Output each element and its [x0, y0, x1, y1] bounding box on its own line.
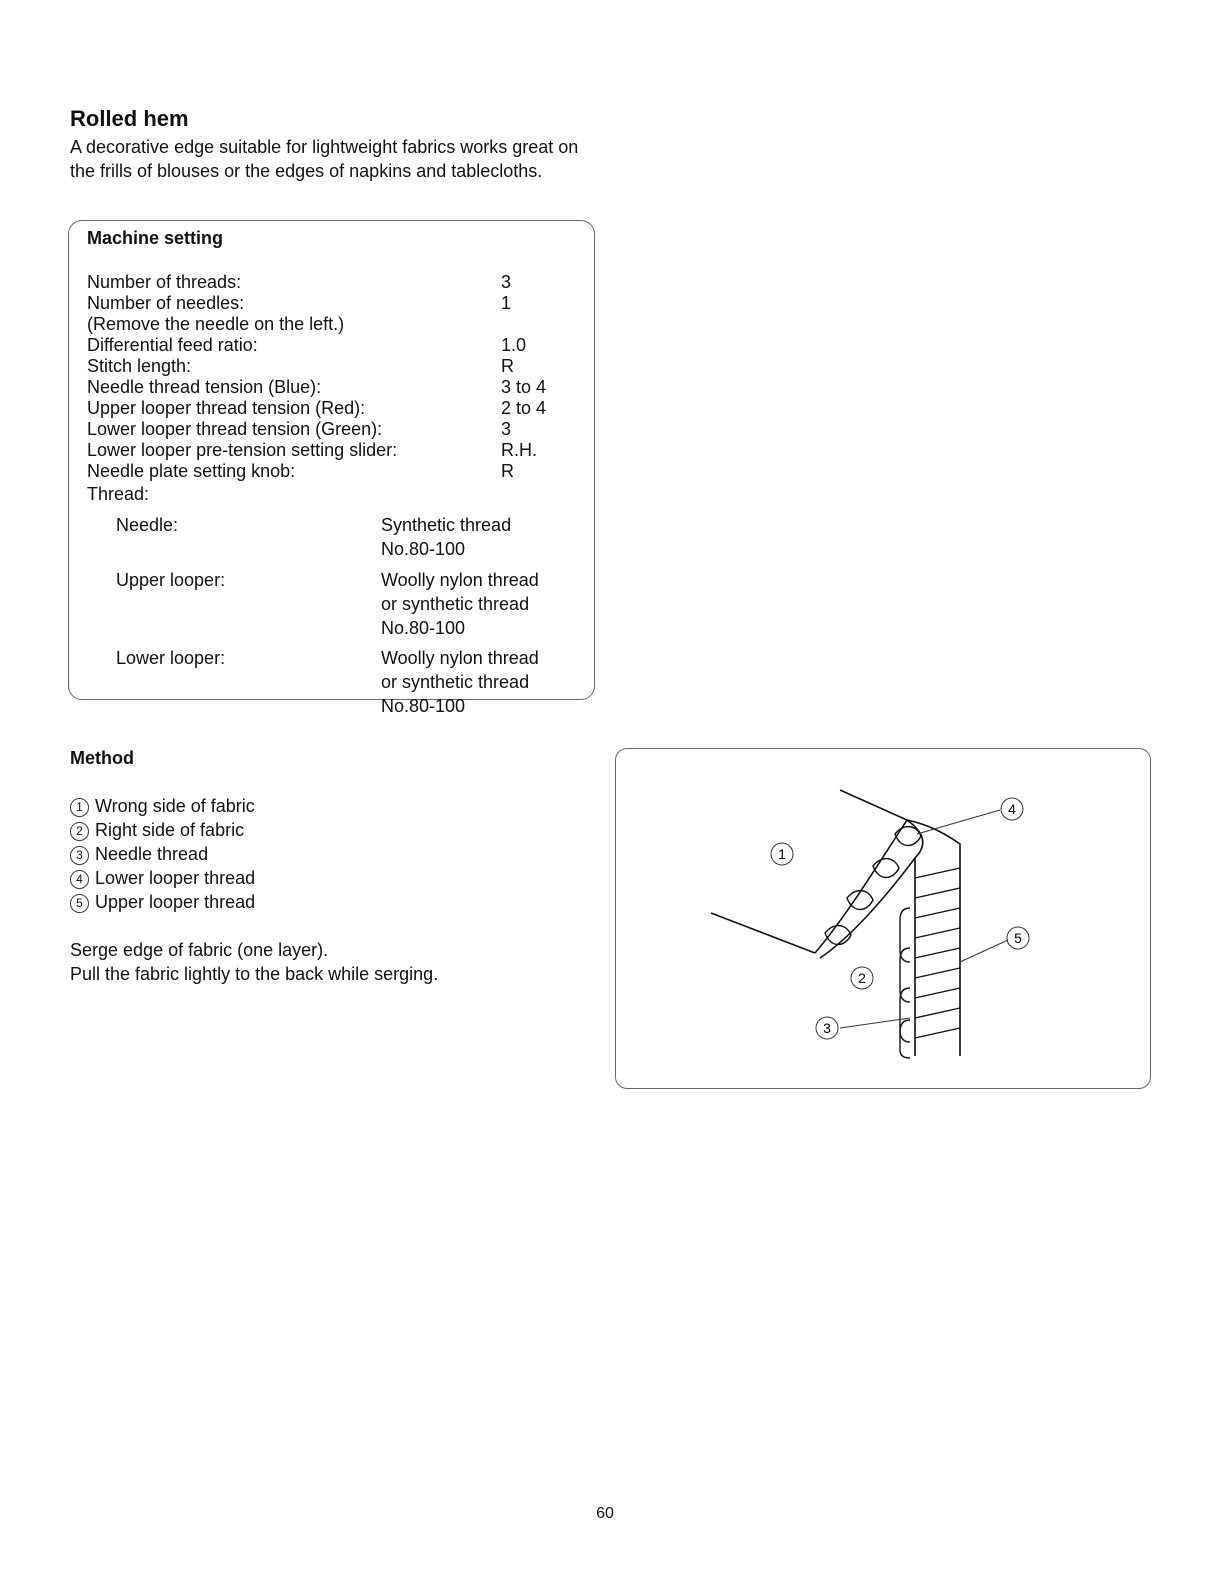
legend-item	[70, 842, 208, 866]
setting-label: Upper looper thread tension (Red):	[87, 398, 366, 418]
setting-label: Lower looper thread tension (Green):	[87, 419, 383, 439]
thread-value-line: No.80-100	[381, 539, 466, 559]
setting-label: Thread:	[87, 484, 150, 504]
legend-text: Needle thread	[95, 844, 209, 864]
thread-label-upper-looper: Upper looper:	[116, 570, 226, 590]
legend-item	[70, 866, 255, 890]
setting-label: Needle thread tension (Blue):	[87, 377, 322, 397]
intro-paragraph: A decorative edge suitable for lightweight fabrics works great on the frills of blouses or the edges of napkins and tablecloths.	[70, 137, 579, 181]
legend-text: Right side of fabric	[95, 820, 245, 840]
setting-value: 3 to 4	[501, 377, 547, 397]
thread-label-needle: Needle:	[116, 515, 179, 535]
setting-value: R.H.	[501, 440, 537, 460]
machine-setting-title: Machine setting	[87, 228, 224, 248]
setting-label: Number of threads:	[87, 272, 242, 292]
number-5-icon: 5	[70, 894, 89, 913]
number-4-icon: 4	[70, 870, 89, 889]
thread-value-line: or synthetic thread	[381, 672, 530, 692]
number-1-icon: 1	[70, 798, 89, 817]
setting-value: R	[501, 461, 514, 481]
stitch-loops	[825, 827, 960, 1058]
setting-value: 1	[501, 293, 512, 313]
setting-label: Lower looper pre-tension setting slider:	[87, 440, 398, 460]
callout-3-label: 3	[823, 1020, 831, 1036]
legend-item	[70, 818, 244, 842]
setting-value: 3	[501, 272, 512, 292]
setting-label: Needle plate setting knob:	[87, 461, 296, 481]
legend-item	[70, 794, 255, 818]
setting-value: 1.0	[501, 335, 527, 355]
setting-value: R	[501, 356, 514, 376]
thread-value-line: No.80-100	[381, 696, 466, 716]
setting-label: (Remove the needle on the left.)	[87, 314, 345, 334]
setting-label: Stitch length:	[87, 356, 192, 376]
setting-label: Differential feed ratio:	[87, 335, 258, 355]
legend-text: Lower looper thread	[95, 868, 256, 888]
thread-value-line: or synthetic thread	[381, 594, 530, 614]
callout-5-label: 5	[1014, 930, 1022, 946]
page-number: 60	[596, 1505, 614, 1522]
thread-value-line: Woolly nylon thread	[381, 570, 539, 590]
instruction-line: Pull the fabric lightly to the back while serging.	[70, 964, 439, 984]
number-3-icon: 3	[70, 846, 89, 865]
thread-label-lower-looper: Lower looper:	[116, 648, 226, 668]
legend-text: Upper looper thread	[95, 892, 256, 912]
page-title: Rolled hem	[70, 106, 189, 131]
instruction-line: Serge edge of fabric (one layer).	[70, 940, 329, 960]
setting-value: 2 to 4	[501, 398, 547, 418]
callout-1-label: 1	[778, 846, 786, 862]
number-2-icon: 2	[70, 822, 89, 841]
thread-value-line: Synthetic thread	[381, 515, 512, 535]
thread-value-line: No.80-100	[381, 618, 466, 638]
callout-4-label: 4	[1008, 801, 1016, 817]
callout-2-label: 2	[858, 970, 866, 986]
thread-value-line: Woolly nylon thread	[381, 648, 539, 668]
legend-text: Wrong side of fabric	[95, 796, 255, 816]
method-title: Method	[70, 748, 134, 768]
rolled-hem-illustration	[615, 748, 1151, 1089]
setting-value: 3	[501, 419, 512, 439]
legend-item	[70, 890, 255, 914]
setting-label: Number of needles:	[87, 293, 245, 313]
